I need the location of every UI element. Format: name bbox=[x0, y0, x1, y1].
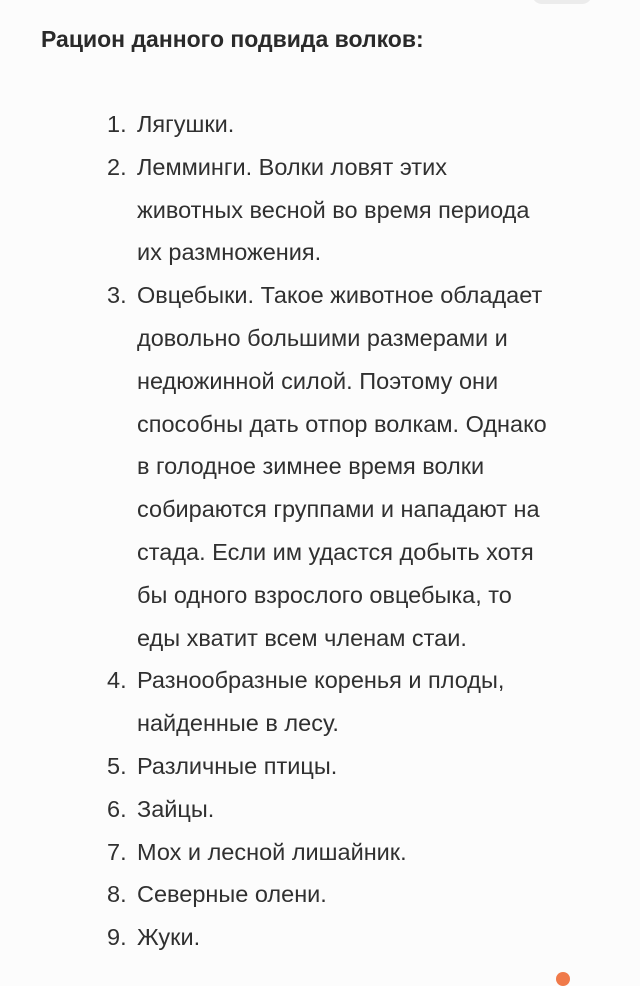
list-item-number: 5. bbox=[107, 752, 127, 779]
list-item-text: Лягушки. bbox=[137, 111, 235, 137]
list-item-text: способны дать отпор волкам. Однако bbox=[137, 410, 547, 437]
list-item-number: 2. bbox=[107, 153, 127, 180]
list-item bbox=[0, 103, 640, 146]
list-item-number: 8. bbox=[107, 881, 127, 908]
list-item-text: Мох и лесной лишайник. bbox=[137, 838, 407, 865]
list-item-text: их размножения. bbox=[137, 239, 322, 266]
orange-dot-icon bbox=[556, 972, 570, 986]
list-item-text: Лемминги. Волки ловят этих bbox=[137, 153, 447, 180]
section-heading: Рацион данного подвида волков: bbox=[41, 26, 424, 52]
list-item-text: Овцебыки. Такое животное обладает bbox=[137, 282, 543, 309]
list-item-text: Жуки. bbox=[137, 924, 201, 951]
list-item-text: Различные птицы. bbox=[137, 752, 338, 779]
list-item-number: 1. bbox=[107, 111, 127, 137]
list-item-text: в голодное зимнее время волки bbox=[137, 453, 485, 480]
list-item bbox=[0, 831, 640, 874]
list-item-text: Зайцы. bbox=[137, 795, 215, 822]
list-item bbox=[0, 873, 640, 916]
list-item-number: 9. bbox=[107, 924, 127, 951]
list-item-number: 4. bbox=[107, 667, 127, 694]
list-item-text: Северные олени. bbox=[137, 881, 327, 908]
list-item-text: еды хватит всем членам стаи. bbox=[137, 624, 467, 651]
diet-list bbox=[0, 103, 640, 959]
list-item-text: довольно большими размерами и bbox=[137, 324, 508, 351]
list-item-number: 6. bbox=[107, 795, 127, 822]
list-item-text: Разнообразные коренья и плоды, bbox=[137, 667, 505, 694]
list-item-number: 3. bbox=[107, 282, 127, 309]
list-item bbox=[0, 788, 640, 831]
list-item-number: 7. bbox=[107, 838, 127, 865]
list-item-text: животных весной во время периода bbox=[137, 196, 530, 223]
list-item bbox=[0, 745, 640, 788]
list-item bbox=[0, 274, 640, 659]
list-item-text: бы одного взрослого овцебыка, то bbox=[137, 581, 512, 608]
list-item bbox=[0, 659, 640, 745]
list-item-text: найденные в лесу. bbox=[137, 710, 339, 737]
list-item bbox=[0, 916, 640, 959]
list-item-text: стада. Если им удастся добыть хотя bbox=[137, 538, 534, 565]
top-pill-decoration bbox=[532, 0, 592, 4]
list-item-text: собираются группами и нападают на bbox=[137, 496, 540, 523]
list-item-text: недюжинной силой. Поэтому они bbox=[137, 367, 499, 394]
list-item bbox=[0, 146, 640, 274]
